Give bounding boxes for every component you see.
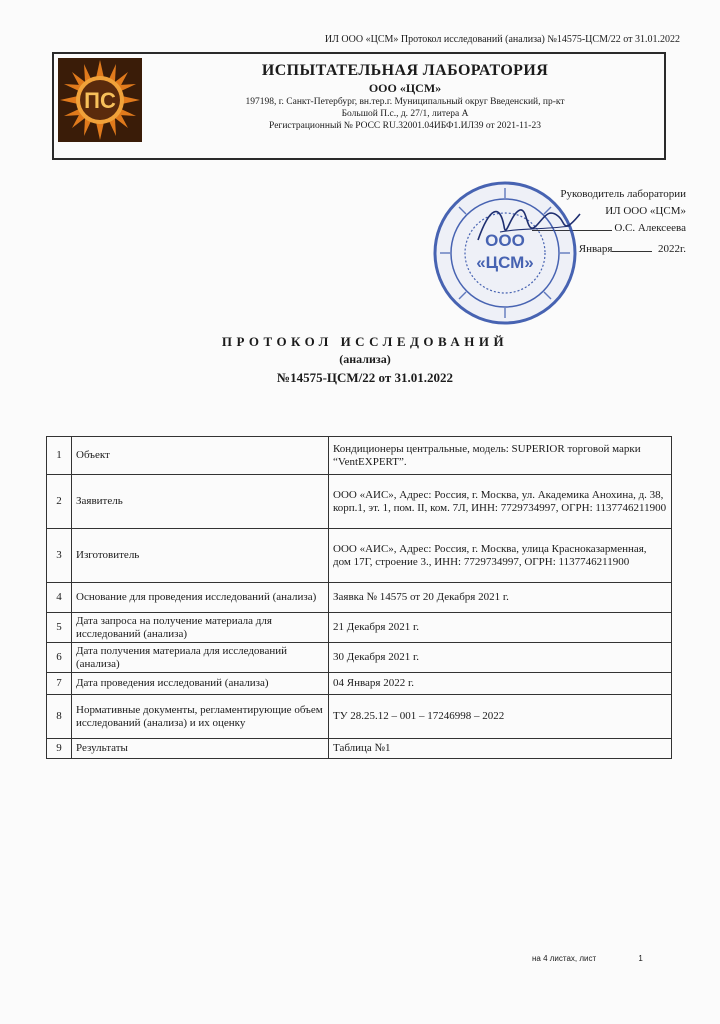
row-value: Таблица №1: [329, 739, 672, 759]
row-number: 6: [47, 643, 72, 673]
protocol-table: [46, 436, 672, 759]
approval-month: Января: [578, 243, 613, 255]
lab-address-line1: 197198, г. Санкт-Петербург, вн.тер.г. Муниципальный округ Введенский, пр-кт: [245, 97, 565, 107]
lab-address-line2: Большой П.с., д. 27/1, литера А: [341, 109, 469, 119]
row-label: Дата получения материала для исследований (анализа): [72, 643, 329, 673]
lab-registration: Регистрационный № РОСС RU.32001.04ИБФ1.ИЛ39 от 2021-11-23: [269, 121, 541, 131]
approval-position: Руководитель лаборатории: [560, 188, 686, 200]
sheets-count-text: на 4 листах, лист: [532, 954, 597, 963]
row-value: 30 Декабря 2021 г.: [329, 643, 672, 673]
row-label: Заявитель: [72, 475, 329, 529]
row-number: 5: [47, 613, 72, 643]
table-row: [47, 695, 672, 739]
page-footer: [532, 954, 643, 963]
table-row: [47, 739, 672, 759]
table-row: [47, 583, 672, 613]
row-number: 2: [47, 475, 72, 529]
logo-letters: ПС: [84, 88, 116, 113]
handwritten-signature-icon: [470, 196, 590, 256]
table-row: [47, 613, 672, 643]
row-value: Кондиционеры центральные, модель: SUPERIOR торговой марки “VentEXPERT”.: [329, 437, 672, 475]
row-value: Заявка № 14575 от 20 Декабря 2021 г.: [329, 583, 672, 613]
row-label: Основание для проведения исследований (анализа): [72, 583, 329, 613]
row-number: 8: [47, 695, 72, 739]
approval-year: 2022г.: [657, 243, 686, 255]
table-row: [47, 529, 672, 583]
running-header: ИЛ ООО «ЦСМ» Протокол исследований (анализа) №14575-ЦСМ/22 от 31.01.2022: [324, 34, 680, 45]
approval-signatory: О.С. Алексеева: [614, 222, 686, 234]
row-value: 21 Декабря 2021 г.: [329, 613, 672, 643]
document-title: ПРОТОКОЛ ИССЛЕДОВАНИЙ: [221, 334, 509, 349]
stamp-center-top: ООО: [485, 231, 525, 250]
table-row: [47, 437, 672, 475]
row-number: 3: [47, 529, 72, 583]
document-subtitle: (анализа): [339, 352, 391, 366]
lab-org-name: ООО «ЦСМ»: [368, 81, 442, 95]
row-value: ООО «АИС», Адрес: Россия, г. Москва, улица Красноказарменная, дом 17Г, строение 3., ИНН: 7729734997, ОГРН: 1137746211900: [329, 529, 672, 583]
row-number: 1: [47, 437, 72, 475]
row-value: ТУ 28.25.12 – 001 – 17246998 – 2022: [329, 695, 672, 739]
row-number: 7: [47, 673, 72, 695]
lab-title: ИСПЫТАТЕЛЬНАЯ ЛАБОРАТОРИЯ: [261, 62, 549, 79]
document-title-block: [130, 334, 600, 386]
row-value: 04 Января 2022 г.: [329, 673, 672, 695]
lab-emblem-icon: [58, 58, 142, 142]
row-label: Изготовитель: [72, 529, 329, 583]
stamp-center-bottom: «ЦСМ»: [476, 253, 534, 272]
table-row: [47, 475, 672, 529]
approval-org: ИЛ ООО «ЦСМ»: [605, 205, 686, 217]
row-label: Дата запроса на получение материала для исследований (анализа): [72, 613, 329, 643]
row-number: 4: [47, 583, 72, 613]
document-number: №14575-ЦСМ/22 от 31.01.2022: [277, 370, 453, 385]
row-number: 9: [47, 739, 72, 759]
row-label: Объект: [72, 437, 329, 475]
table-row: [47, 673, 672, 695]
row-value: ООО «АИС», Адрес: Россия, г. Москва, ул. Академика Анохина, д. 38, корп.1, эт. 1, пом. II, ком. 7Л, ИНН: 7729734997, ОГРН: 1137746211900: [329, 475, 672, 529]
page-number: 1: [638, 954, 643, 963]
table-row: [47, 643, 672, 673]
lab-header-box: [52, 52, 666, 160]
row-label: Нормативные документы, регламентирующие объем исследований (анализа) и их оценку: [72, 695, 329, 739]
row-label: Дата проведения исследований (анализа): [72, 673, 329, 695]
row-label: Результаты: [72, 739, 329, 759]
